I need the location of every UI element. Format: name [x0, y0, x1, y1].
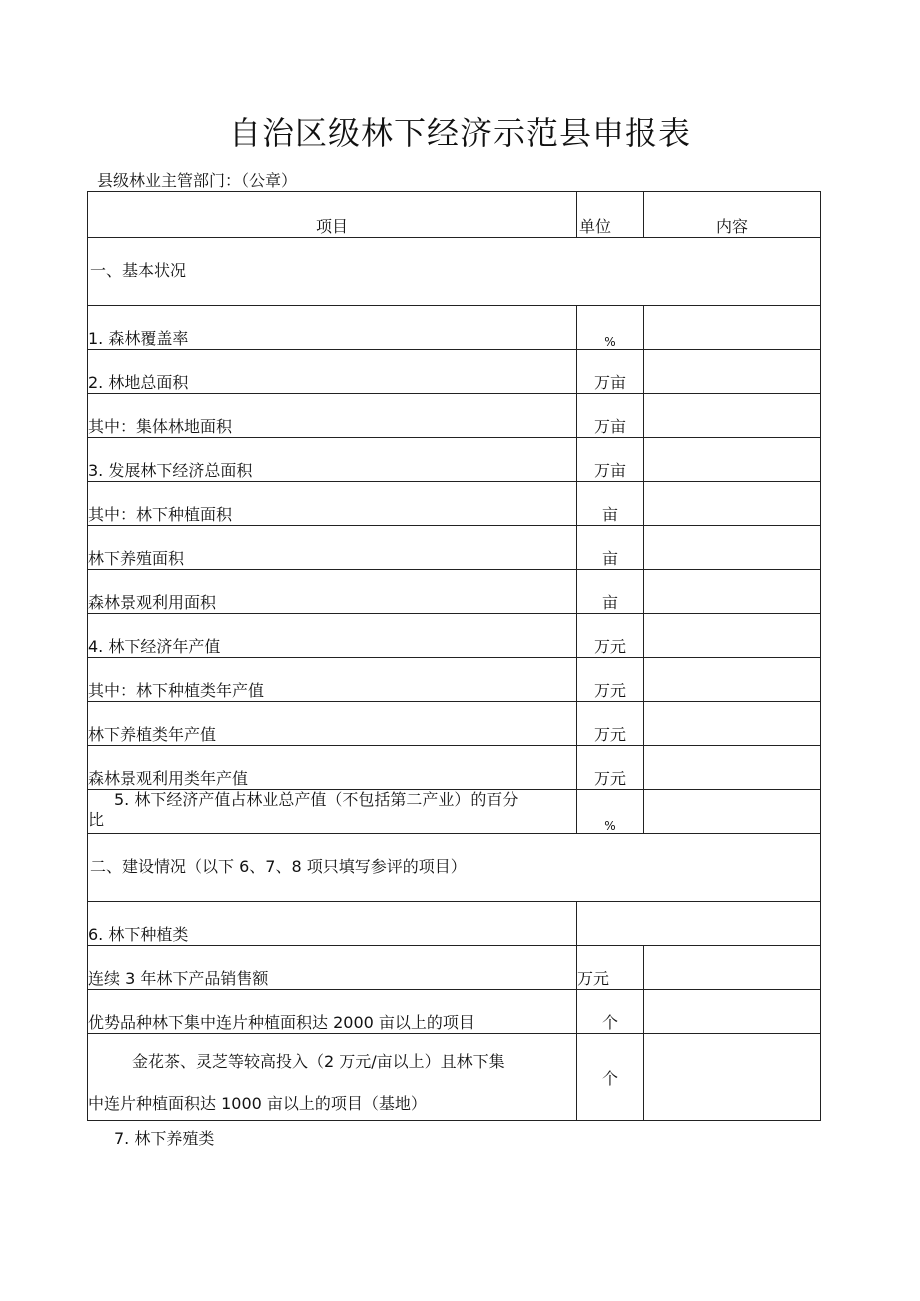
table-row: [88, 306, 821, 350]
table-row: [88, 990, 821, 1034]
row-content[interactable]: [644, 990, 821, 1034]
row-item: 优势品种林下集中连片种植面积达 2000 亩以上的项目: [88, 990, 577, 1034]
table-row: [88, 1034, 821, 1121]
row-unit: 亩: [577, 570, 644, 614]
row-item: 林下养植类年产值: [88, 702, 577, 746]
table-row: [88, 658, 821, 702]
row-item-line2: 比: [88, 810, 105, 829]
row-item: 连续 3 年林下产品销售额: [88, 946, 577, 990]
row-content[interactable]: [644, 438, 821, 482]
row-unit: 万元: [577, 658, 644, 702]
application-form-table: [87, 191, 821, 1121]
row-content[interactable]: [644, 746, 821, 790]
page-title: 自治区级林下经济示范县申报表: [228, 114, 691, 152]
header-content: 内容: [644, 192, 821, 238]
row-content[interactable]: [644, 482, 821, 526]
section-row-basic: [88, 238, 821, 306]
row-unit: 亩: [577, 482, 644, 526]
row-item: 3. 发展林下经济总面积: [88, 438, 577, 482]
table-row: [88, 746, 821, 790]
row-unit: 万元: [577, 702, 644, 746]
row-item: 2. 林地总面积: [88, 350, 577, 394]
row-item: [88, 1034, 577, 1121]
row-content[interactable]: [644, 702, 821, 746]
row-unit: 万亩: [577, 394, 644, 438]
row-unit: 万亩: [577, 438, 644, 482]
table-row: [88, 570, 821, 614]
row-unit: 万元: [577, 614, 644, 658]
section-row-construction: [88, 834, 821, 902]
row-item: 1. 森林覆盖率: [88, 306, 577, 350]
row-item: [88, 790, 577, 834]
section-title: [88, 238, 821, 306]
table-row: [88, 614, 821, 658]
table-row: [88, 394, 821, 438]
row-item-line2: 中连片种植面积达 1000 亩以上的项目（基地）: [88, 1094, 427, 1113]
table-row: [88, 438, 821, 482]
table-header-row: [88, 192, 821, 238]
row-content[interactable]: [644, 946, 821, 990]
row-item: 森林景观利用类年产值: [88, 746, 577, 790]
row-item: 森林景观利用面积: [88, 570, 577, 614]
table-row: [88, 946, 821, 990]
row-unit: %: [577, 306, 644, 350]
row-item: 林下养殖面积: [88, 526, 577, 570]
section-label: 二、建设情况（以下 6、7、8 项只填写参评的项目）: [90, 857, 467, 876]
header-unit: 单位: [577, 192, 644, 238]
row-unit: 万元: [577, 746, 644, 790]
row-unit: 个: [577, 1034, 644, 1121]
row-item: 其中：林下种植面积: [88, 482, 577, 526]
row-unit: 万元: [577, 946, 644, 990]
row-content[interactable]: [644, 350, 821, 394]
row-unit: 个: [577, 990, 644, 1034]
row-item: 其中：林下种植类年产值: [88, 658, 577, 702]
row-item: 4. 林下经济年产值: [88, 614, 577, 658]
section-title: [88, 834, 821, 902]
header-item: 项目: [88, 192, 577, 238]
after-table-heading: 7. 林下养殖类: [114, 1129, 215, 1148]
table-row: [88, 350, 821, 394]
section-label: 一、基本状况: [90, 261, 187, 280]
row-item: 其中：集体林地面积: [88, 394, 577, 438]
row-item-line1: 金花茶、灵芝等较高投入（2 万元/亩以上）且林下集: [132, 1052, 505, 1071]
row-content[interactable]: [644, 394, 821, 438]
table-row: [88, 790, 821, 834]
row-content[interactable]: [644, 570, 821, 614]
table-row: [88, 482, 821, 526]
row-content[interactable]: [644, 306, 821, 350]
table-row: [88, 526, 821, 570]
row-item: 6. 林下种植类: [88, 902, 577, 946]
row-content[interactable]: [644, 658, 821, 702]
table-row: [88, 702, 821, 746]
department-line: 县级林业主管部门：（公章）: [97, 171, 298, 190]
row-content[interactable]: [644, 1034, 821, 1121]
row-unit: %: [577, 790, 644, 834]
row-content[interactable]: [644, 614, 821, 658]
row-content[interactable]: [644, 526, 821, 570]
row-item-line1: 5. 林下经济产值占林业总产值（不包括第二产业）的百分: [114, 790, 519, 809]
table-row: [88, 902, 821, 946]
row-content[interactable]: [644, 790, 821, 834]
row-unit: 万亩: [577, 350, 644, 394]
row-content: [577, 902, 821, 946]
row-unit: 亩: [577, 526, 644, 570]
